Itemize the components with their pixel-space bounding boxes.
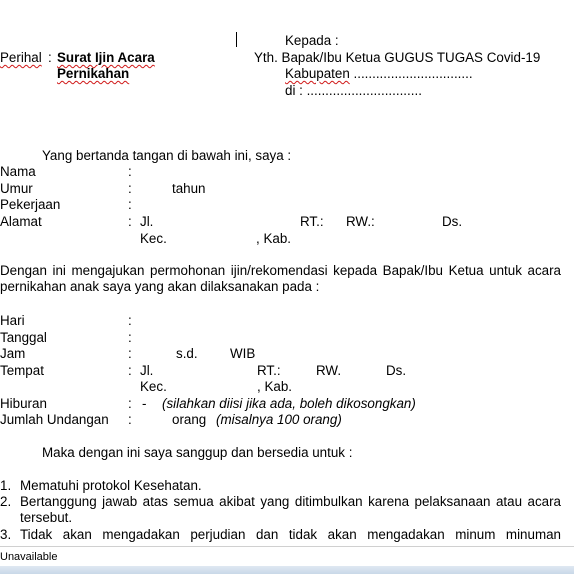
alamat-rt: RT.: (300, 214, 324, 229)
list-item-3-text: Tidak akan mengadakan perjudian dan tidak akan mengadakan minum minuman (20, 527, 561, 542)
tempat-jl: Jl. (140, 363, 154, 378)
hiburan-colon: : (128, 396, 132, 411)
pekerjaan-label: Pekerjaan (0, 197, 61, 212)
tanggal-label: Tanggal (0, 330, 47, 345)
kepada-label: Kepada : (285, 33, 339, 48)
tanggal-colon: : (128, 330, 132, 345)
hiburan-label: Hiburan (0, 396, 47, 411)
jam-sd: s.d. (176, 346, 198, 361)
intro-text: Yang bertanda tangan di bawah ini, saya : (42, 148, 292, 163)
alamat-jl: Jl. (140, 214, 154, 229)
jam-label: Jam (0, 346, 26, 361)
text-cursor (236, 32, 237, 47)
tempat-rw: RW. (316, 363, 342, 378)
jumlah-undangan-colon: : (128, 412, 132, 427)
hari-label: Hari (0, 313, 25, 328)
tempat-label: Tempat (0, 363, 44, 378)
tempat-ds: Ds. (386, 363, 407, 378)
tempat-kab: , Kab. (257, 379, 292, 394)
recipient-line: Yth. Bapak/Ibu Ketua GUGUS TUGAS Covid-19 (254, 50, 541, 65)
status-bar (0, 546, 574, 567)
subject-line-2: Pernikahan (57, 66, 130, 81)
bottom-band (0, 566, 574, 574)
kabupaten-line (285, 66, 473, 82)
perihal-label: Perihal (0, 50, 42, 65)
list-item-3-number: 3. (0, 527, 12, 542)
umur-tahun: tahun (172, 181, 206, 196)
alamat-rw: RW.: (346, 214, 375, 229)
hiburan-value: - (142, 396, 147, 411)
alamat-label: Alamat (0, 214, 42, 229)
list-item-1-text: Mematuhi protokol Kesehatan. (20, 478, 202, 493)
jumlah-note: (misalnya 100 orang) (216, 412, 342, 427)
tempat-kec: Kec. (140, 379, 167, 394)
jam-colon: : (128, 346, 132, 361)
hari-colon: : (128, 313, 132, 328)
kabupaten-dots: ................................ (349, 66, 473, 81)
hiburan-note: (silahkan diisi jika ada, boleh dikosongkan) (162, 396, 416, 411)
di-line: di : ............................... (285, 83, 422, 98)
umur-colon: : (128, 181, 132, 196)
list-item-2-number: 2. (0, 494, 12, 509)
alamat-kab: , Kab. (256, 231, 291, 246)
subject-line-1: Surat Ijin Acara (57, 50, 155, 65)
nama-colon: : (128, 164, 132, 179)
tempat-colon: : (128, 363, 132, 378)
jam-wib: WIB (230, 346, 256, 361)
tempat-rt: RT.: (257, 363, 281, 378)
list-item-2-text: Bertanggung jawab atas semua akibat yang ditimbulkan karena pelaksanaan atau acara tersebut. (20, 494, 561, 525)
nama-label: Nama (0, 164, 36, 179)
status-text: Unavailable (0, 551, 58, 563)
alamat-ds: Ds. (442, 214, 463, 229)
alamat-kec: Kec. (140, 231, 167, 246)
kabupaten-label: Kabupaten (285, 66, 350, 81)
perihal-colon: : (48, 50, 52, 65)
pekerjaan-colon: : (128, 197, 132, 212)
statement-text: Maka dengan ini saya sanggup dan bersedia untuk : (42, 445, 353, 460)
jumlah-undangan-label: Jumlah Undangan (0, 412, 109, 427)
request-paragraph: Dengan ini mengajukan permohonan ijin/rekomendasi kepada Bapak/Ibu Ketua untuk acara pernikahan anak saya yang akan dilaksanakan pada : (0, 263, 561, 294)
alamat-colon: : (128, 214, 132, 229)
umur-label: Umur (0, 181, 33, 196)
list-item-1-number: 1. (0, 478, 12, 493)
jumlah-orang: orang (172, 412, 207, 427)
